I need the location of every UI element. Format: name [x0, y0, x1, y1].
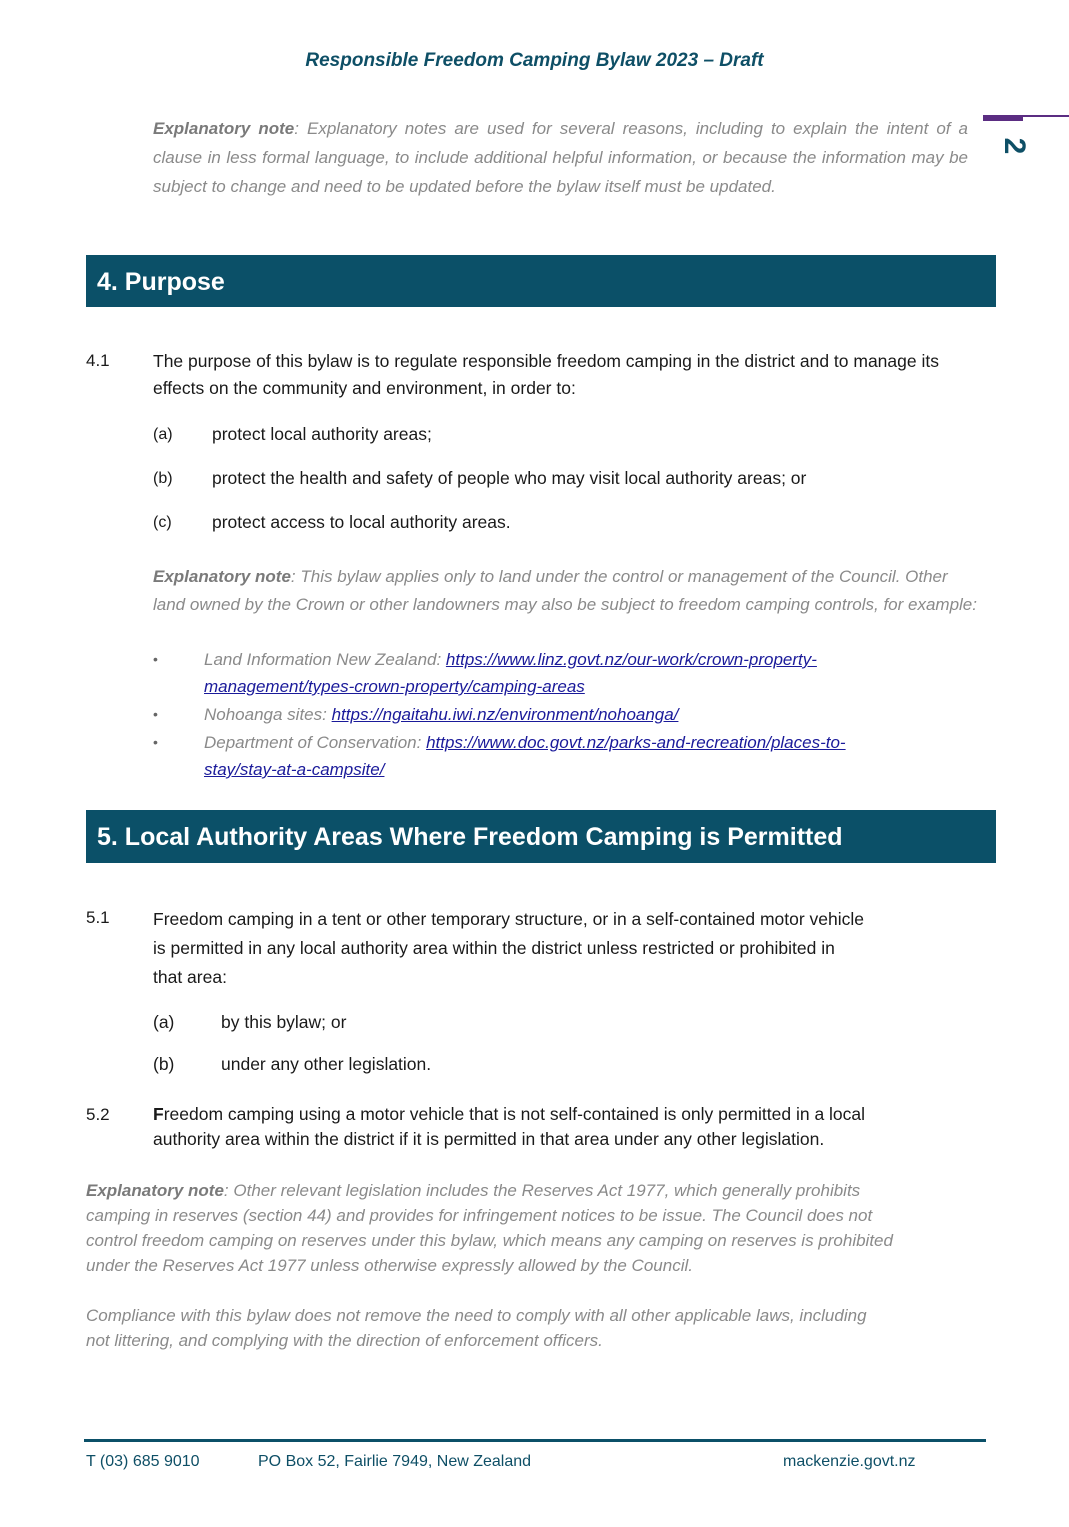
compliance-note: [86, 1303, 986, 1353]
doc-link-continued[interactable]: stay/stay-at-a-campsite/: [204, 760, 385, 779]
list-item: [204, 729, 964, 783]
footer-address: PO Box 52, Fairlie 7949, New Zealand: [258, 1453, 532, 1470]
note-line: control freedom camping on reserves under this bylaw, which means any camping on reserves is prohibited: [86, 1231, 893, 1250]
item-label: (a): [153, 426, 173, 443]
item-text: protect access to local authority areas.: [212, 512, 511, 532]
clause-line: authority area within the district if it is permitted in that area under any other legislation.: [153, 1129, 825, 1149]
clause-number: 4.1: [86, 351, 110, 370]
section-heading-permitted-areas: 5. Local Authority Areas Where Freedom Camping is Permitted: [86, 810, 996, 863]
page-number: 2: [998, 137, 1031, 155]
document-title: Responsible Freedom Camping Bylaw 2023 – Draft: [305, 50, 764, 71]
linz-link-continued[interactable]: management/types-crown-property/camping-areas: [204, 677, 585, 696]
note-label: Explanatory note: [153, 567, 291, 586]
clause-text: The purpose of this bylaw is to regulate responsible freedom camping in the district and to manage its effects on the community and environment, in order to:: [153, 351, 939, 398]
clause-line: reedom camping using a motor vehicle that is not self-contained is only permitted in a local: [163, 1104, 866, 1124]
clause-number: 5.2: [86, 1105, 110, 1124]
bullet-icon: •: [153, 706, 158, 722]
clause-number: 5.1: [86, 908, 110, 927]
list-item: [204, 701, 964, 728]
item-label: (b): [153, 470, 173, 487]
clause-line: that area:: [153, 967, 227, 987]
note-label: Explanatory note: [86, 1181, 224, 1200]
bullet-icon: •: [153, 651, 158, 667]
linz-link[interactable]: https://www.linz.govt.nz/our-work/crown-property-: [445, 650, 817, 669]
item-label: (a): [153, 1012, 175, 1032]
note-line: Compliance with this bylaw does not remove the need to comply with all other applicable laws, including: [86, 1306, 867, 1325]
drop-letter: F: [153, 1104, 164, 1124]
bullet-icon: •: [153, 734, 158, 750]
note-line: camping in reserves (section 44) and provides for infringement notices to be issue. The Council does not: [86, 1206, 873, 1225]
note-line: under the Reserves Act 1977 unless otherwise expressly allowed by the Council.: [86, 1256, 693, 1275]
footer-website[interactable]: mackenzie.govt.nz: [783, 1453, 916, 1470]
footer-rule: [84, 1439, 986, 1442]
item-label: (b): [153, 1054, 175, 1074]
bullet-prefix: Department of Conservation:: [204, 733, 427, 752]
bullet-prefix: Land Information New Zealand:: [204, 650, 446, 669]
bullet-prefix: Nohoanga sites:: [204, 705, 332, 724]
note-line: not littering, and complying with the direction of enforcement officers.: [86, 1331, 603, 1350]
doc-link[interactable]: https://www.doc.govt.nz/parks-and-recreation/places-to-: [426, 733, 846, 752]
clause-line: Freedom camping in a tent or other temporary structure, or in a self-contained motor vehicle: [153, 909, 865, 929]
list-item: [204, 646, 964, 700]
section-heading-purpose: 4. Purpose: [86, 255, 996, 307]
item-text: protect the health and safety of people who may visit local authority areas; or: [212, 468, 807, 488]
explanatory-note-intro: [153, 114, 968, 201]
page-number-accent: [983, 115, 1023, 121]
item-text: protect local authority areas;: [212, 424, 432, 444]
note-label: Explanatory note: [153, 119, 295, 138]
clause-text: [153, 1102, 865, 1152]
note-text: : Explanatory notes are used for several reasons, including to explain the intent of a clause in less formal language, to include additional helpful information, or because the information may be subject to change and need to be updated before the bylaw itself must be updated.: [153, 119, 968, 196]
item-text: by this bylaw; or: [221, 1012, 347, 1032]
note-line: : Other relevant legislation includes the Reserves Act 1977, which generally prohibits: [223, 1181, 861, 1200]
nohoanga-link[interactable]: https://ngaitahu.iwi.nz/environment/nohoanga/: [331, 705, 679, 724]
note-text: : This bylaw applies only to land under the control or management of the Council. Other land owned by the Crown or other landowners may also be subject to freedom camping controls, for example:: [153, 567, 977, 614]
clause-text: [153, 905, 864, 992]
explanatory-note-purpose: [153, 563, 978, 618]
item-text: under any other legislation.: [221, 1054, 432, 1074]
footer-phone: T (03) 685 9010: [86, 1453, 200, 1470]
explanatory-note-legislation: [86, 1178, 986, 1278]
clause-line: is permitted in any local authority area within the district unless restricted or prohibited in: [153, 938, 835, 958]
item-label: (c): [153, 514, 172, 531]
